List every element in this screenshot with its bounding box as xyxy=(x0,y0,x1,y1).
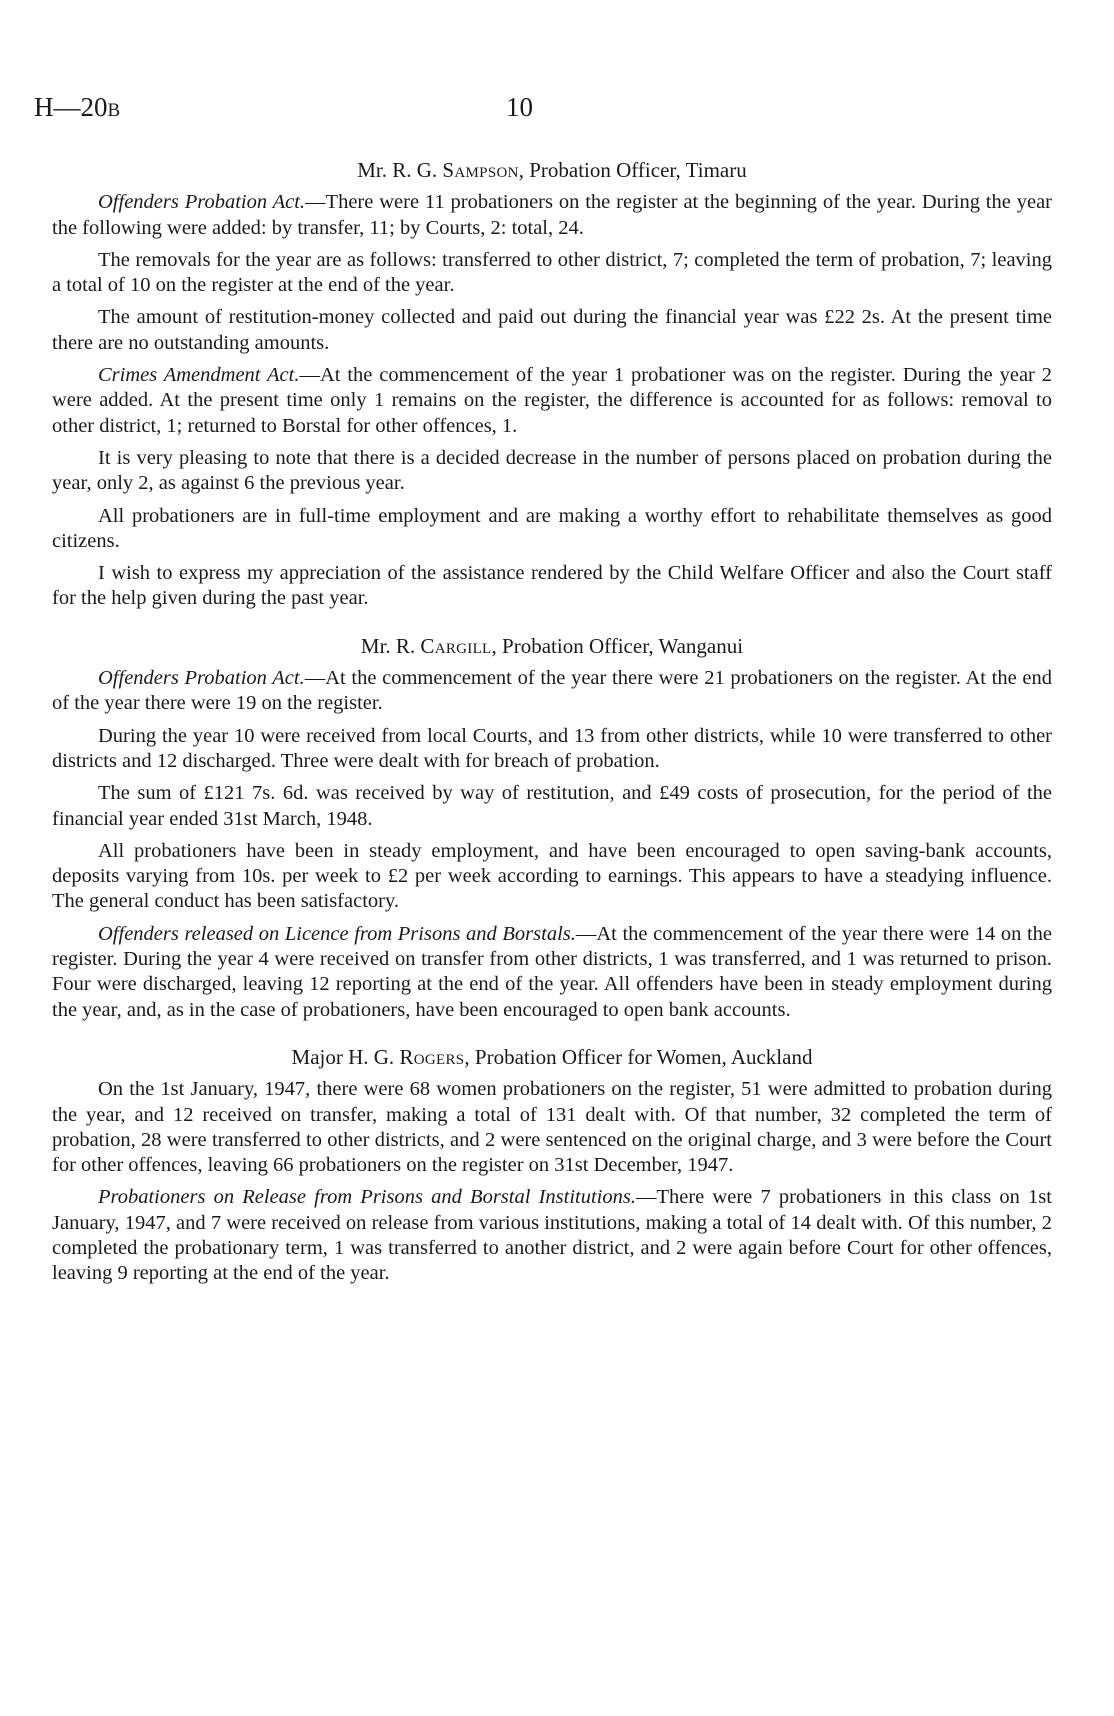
paragraph xyxy=(52,363,1052,439)
paragraph-lead: Probationers on Release from Prisons and Borstal Institutions. xyxy=(98,1186,636,1209)
paragraph-lead: Offenders Probation Act. xyxy=(98,191,306,214)
page-header xyxy=(34,92,1054,126)
paragraph xyxy=(52,781,1052,832)
paragraph xyxy=(52,666,1052,717)
paragraph-lead: Offenders released on Licence from Prisons and Borstals. xyxy=(98,922,576,945)
paragraph-text: During the year 10 were received from local Courts, and 13 from other districts, while 10 were transferred to other districts and 12 discharged. Three were dealt with for breach of probation. xyxy=(52,724,1052,772)
officer-heading: Major H. G. Rogers, Probation Officer for Women, Auckland xyxy=(291,1044,813,1069)
paragraph-text: It is very pleasing to note that there is a decided decrease in the number of persons placed on probation during the year, only 2, as against 6 the previous year. xyxy=(52,446,1052,495)
paragraph-text: On the 1st January, 1947, there were 68 women probationers on the register, 51 were admitted to probation during the year, and 12 received on transfer, making a total of 131 dealt with. Of that number, 32 completed the term of probation, 28 were transferred to other districts, and 2 were sentenced on the original charge, and 3 were before the Court for other offences, leaving 66 probationers on the register on 31st December, 1947. xyxy=(52,1078,1052,1177)
paragraph-text: I wish to express my appreciation of the assistance rendered by the Child Welfare Officer and also the Court staff for the help given during the past year. xyxy=(52,562,1052,610)
paragraph-text: The amount of restitution-money collected and paid out during the financial year was £22 2s. At the present time there are no outstanding amounts. xyxy=(52,306,1052,354)
paragraph xyxy=(52,1185,1052,1286)
paragraph xyxy=(52,305,1052,356)
officer-report-cargill xyxy=(52,634,1052,1023)
page-reference xyxy=(34,92,120,123)
paragraph-text: —At the commencement of the year there were 21 probationers on the register. At the end of the year there were 19 on the register. xyxy=(52,667,1052,715)
paragraph-text: —There were 7 probationers in this class on 1st January, 1947, and 7 were received on release from various institutions, making a total of 14 dealt with. Of this number, 2 completed the probationary term, 1 was transferred to another district, and 2 were again before Court for other offences, leaving 9 reporting at the end of the year. xyxy=(52,1186,1052,1285)
paragraph xyxy=(52,922,1052,1023)
paragraph-text: —There were 11 probationers on the register at the beginning of the year. During the year the following were added: by transfer, 11; by Courts, 2: total, 24. xyxy=(52,191,1052,239)
paragraph xyxy=(52,190,1052,241)
page-reference-main: H—20 xyxy=(34,92,108,122)
page-reference-suffix: B xyxy=(107,100,121,121)
paragraph xyxy=(52,248,1052,299)
paragraph xyxy=(52,1077,1052,1178)
paragraph-text: The removals for the year are as follows: transferred to other district, 7; completed the term of probation, 7; leaving a total of 10 on the register at the end of the year. xyxy=(52,248,1052,297)
paragraph-text: The sum of £121 7s. 6d. was received by way of restitution, and £49 costs of prosecution, for the period of the financial year ended 31st March, 1948. xyxy=(52,782,1052,830)
officer-name: Cargill xyxy=(420,633,492,658)
officer-heading: Mr. R. G. Sampson, Probation Officer, Timaru xyxy=(357,158,747,182)
paragraph xyxy=(52,561,1052,612)
paragraph xyxy=(52,504,1052,555)
page-number: 10 xyxy=(506,92,533,122)
paragraph-text: All probationers are in full-time employment and are making a worthy effort to rehabilitate themselves as good citizens. xyxy=(52,504,1052,552)
officer-report-sampson xyxy=(52,158,1052,612)
officer-report-rogers xyxy=(52,1045,1052,1287)
officer-name: Sampson xyxy=(442,158,519,182)
paragraph-lead: Crimes Amendment Act. xyxy=(98,364,300,387)
paragraph xyxy=(52,724,1052,775)
paragraph xyxy=(52,446,1052,497)
paragraph xyxy=(52,839,1052,915)
officer-heading: Mr. R. Cargill, Probation Officer, Wanganui xyxy=(360,633,744,658)
paragraph-lead: Offenders Probation Act. xyxy=(98,667,305,690)
paragraph-text: —At the commencement of the year there were 14 on the register. During the year 4 were received on transfer from other districts, 1 was transferred, and 1 was returned to prison. Four were discharged, leaving 12 reporting at the end of the year. All offenders have been in steady employment during the year, and, as in the case of probationers, have been encouraged to open bank accounts. xyxy=(52,922,1053,1021)
paragraph-text: All probationers have been in steady employment, and have been encouraged to open saving-bank accounts, deposits varying from 10s. per week to £2 per week according to earnings. This appears to have a steadying influence. The general conduct has been satisfactory. xyxy=(52,839,1052,913)
report-body xyxy=(52,158,1052,1309)
officer-name: Rogers xyxy=(399,1044,465,1069)
paragraph-text: —At the commencement of the year 1 probationer was on the register. During the year 2 were added. At the present time only 1 remains on the register, the difference is accounted for as follows: removal to other district, 1; returned to Borstal for other offences, 1. xyxy=(52,364,1053,437)
